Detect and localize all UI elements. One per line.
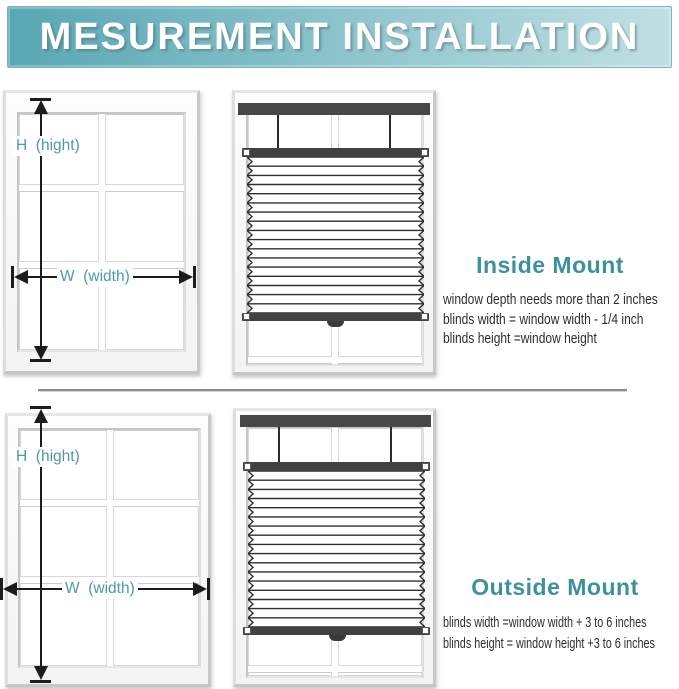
mounting-pin — [244, 627, 251, 634]
mounting-pin — [422, 627, 429, 634]
blind-cord — [277, 115, 279, 149]
pleated-shade — [247, 157, 424, 313]
blind-top-rail — [242, 148, 429, 157]
mounting-pin — [421, 149, 428, 156]
height-label: H (hight) — [13, 136, 83, 156]
section-divider — [38, 389, 627, 392]
spec-line: blinds width = window width - 1/4 inch — [443, 310, 644, 328]
blind-bottom-rail — [242, 313, 429, 321]
outside-mount-specs — [443, 613, 655, 654]
arrowhead-right-icon — [179, 270, 193, 284]
page-title: MESUREMENT INSTALLATION — [39, 15, 640, 58]
blind-headrail — [238, 103, 430, 115]
arrowhead-down-icon — [34, 346, 48, 360]
arrow-end-cap — [30, 680, 51, 683]
width-label: W (width) — [62, 579, 138, 599]
spec-line: blinds height =window height — [443, 330, 597, 347]
pleated-shade — [248, 471, 425, 627]
blind-headrail — [240, 415, 431, 427]
blind-bottom-rail — [243, 627, 430, 635]
spec-line: blinds height = window height +3 to 6 inches — [443, 634, 655, 652]
blind-top-rail — [243, 462, 430, 471]
width-label: W (width) — [57, 267, 133, 287]
mounting-pin — [243, 149, 250, 156]
blind-cord — [389, 115, 391, 149]
arrow-end-cap — [30, 359, 51, 362]
outside-mount-title: Outside Mount — [471, 574, 639, 600]
height-label: H (hight) — [13, 447, 83, 467]
arrow-end-cap — [207, 578, 210, 600]
blind-cord — [278, 427, 280, 462]
mounting-pin — [421, 313, 428, 320]
mounting-pin — [244, 463, 251, 470]
mounting-pin — [243, 313, 250, 320]
arrowhead-down-icon — [34, 666, 48, 680]
inside-mount-title: Inside Mount — [476, 252, 624, 278]
arrow-end-cap — [193, 266, 196, 288]
spec-line: window depth needs more than 2 inches — [443, 291, 658, 308]
mounting-pin — [422, 463, 429, 470]
arrowhead-right-icon — [193, 582, 207, 596]
blind-handle — [329, 635, 346, 641]
spec-line: blinds width =window width + 3 to 6 inches — [443, 614, 647, 631]
blind-cord — [390, 427, 392, 462]
